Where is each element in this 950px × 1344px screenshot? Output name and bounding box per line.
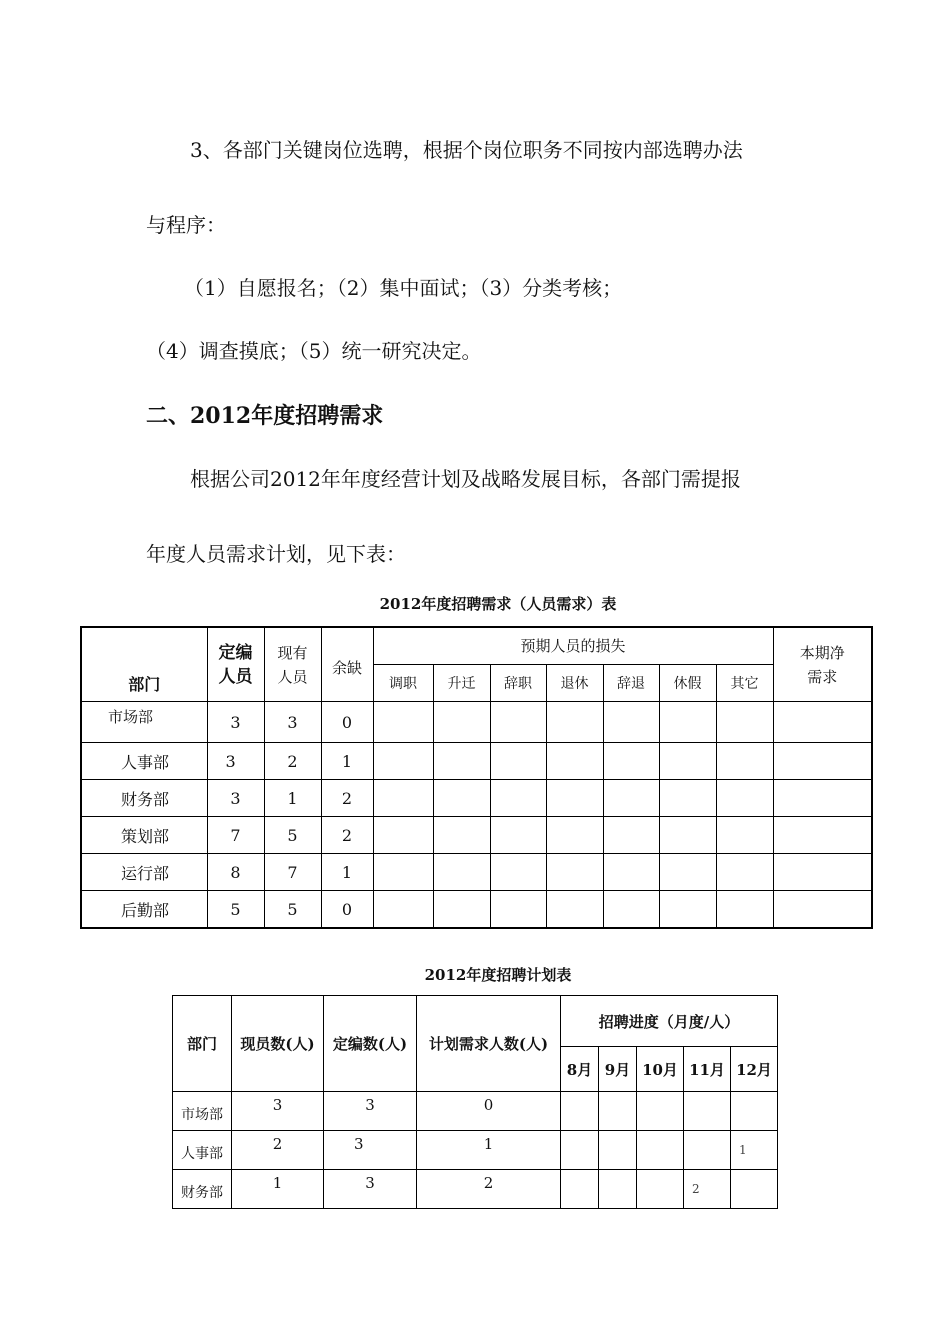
header-loss-transfer: 调职	[373, 665, 433, 702]
cell-dept: 后勤部	[81, 891, 207, 929]
paragraph-line: 根据公司2012年年度经营计划及战略发展目标，各部门需提报	[190, 467, 741, 491]
cell-gap: 2	[321, 817, 373, 854]
paragraph-line: （4）调查摸底；（5）统一研究决定。	[146, 339, 482, 363]
table-row	[173, 1170, 778, 1209]
header-gap: 余缺	[321, 627, 373, 702]
table-row	[81, 817, 872, 854]
cell-dept: 市场部	[173, 1092, 232, 1131]
cell-current: 1	[232, 1170, 324, 1209]
cell-gap: 2	[321, 780, 373, 817]
header-month-aug: 8月	[561, 1047, 599, 1092]
header-current: 现员数(人)	[232, 996, 324, 1092]
cell-quota: 3	[207, 702, 264, 743]
cell-month-dec	[731, 1170, 778, 1209]
table-row	[81, 743, 872, 780]
cell-dept: 策划部	[81, 817, 207, 854]
header-dept: 部门	[81, 627, 207, 702]
cell-month-nov	[684, 1092, 731, 1131]
header-month-oct: 10月	[637, 1047, 684, 1092]
cell-current: 3	[232, 1092, 324, 1131]
table-caption: 2012年度招聘计划表	[424, 966, 572, 984]
header-current: 现有人员	[264, 627, 321, 702]
table-row	[173, 1092, 778, 1131]
cell-dept: 人事部	[173, 1131, 232, 1170]
cell-dept: 运行部	[81, 854, 207, 891]
cell-quota: 5	[207, 891, 264, 929]
cell-quota: 3	[324, 1131, 417, 1170]
cell-current: 5	[264, 817, 321, 854]
cell-current: 5	[264, 891, 321, 929]
cell-gap: 0	[321, 702, 373, 743]
cell-current: 7	[264, 854, 321, 891]
paragraph-line: 年度人员需求计划，见下表：	[146, 542, 406, 566]
cell-dept: 财务部	[81, 780, 207, 817]
header-progress: 招聘进度（月度/人）	[561, 996, 778, 1047]
header-loss-resign: 辞职	[490, 665, 546, 702]
cell-gap: 1	[321, 854, 373, 891]
recruitment-plan-table	[172, 995, 778, 1209]
cell-month-nov: 2	[684, 1170, 731, 1209]
staffing-demand-table	[80, 626, 873, 929]
cell-current: 2	[264, 743, 321, 780]
header-dept: 部门	[173, 996, 232, 1092]
header-quota: 定编人员	[207, 627, 264, 702]
paragraph-line: 3、各部门关键岗位选聘，根据个岗位职务不同按内部选聘办法	[190, 138, 743, 162]
cell-quota: 3	[207, 743, 264, 780]
header-month-nov: 11月	[684, 1047, 731, 1092]
table-row	[81, 854, 872, 891]
header-loss-other: 其它	[716, 665, 773, 702]
table-row	[81, 780, 872, 817]
cell-month-dec	[731, 1092, 778, 1131]
header-loss-leave: 休假	[659, 665, 716, 702]
cell-planned: 2	[417, 1170, 561, 1209]
section-heading: 二、2012年度招聘需求	[146, 403, 384, 429]
cell-month-dec: 1	[731, 1131, 778, 1170]
header-loss-dismiss: 辞退	[603, 665, 659, 702]
header-net-demand: 本期净需求	[773, 627, 872, 702]
cell-dept: 市场部	[81, 702, 207, 743]
cell-quota: 8	[207, 854, 264, 891]
table-row	[81, 891, 872, 929]
cell-planned: 1	[417, 1131, 561, 1170]
header-expected-loss: 预期人员的损失	[373, 627, 773, 665]
cell-gap: 1	[321, 743, 373, 780]
table-row	[81, 702, 872, 743]
header-planned: 计划需求人数(人)	[417, 996, 561, 1092]
cell-quota: 7	[207, 817, 264, 854]
cell-quota: 3	[324, 1092, 417, 1131]
cell-quota: 3	[207, 780, 264, 817]
cell-quota: 3	[324, 1170, 417, 1209]
header-quota: 定编数(人)	[324, 996, 417, 1092]
cell-current: 1	[264, 780, 321, 817]
cell-dept: 人事部	[81, 743, 207, 780]
paragraph-line: 与程序：	[146, 213, 226, 237]
header-loss-retire: 退休	[546, 665, 603, 702]
cell-planned: 0	[417, 1092, 561, 1131]
paragraph-line: （1）自愿报名；（2）集中面试；（3）分类考核；	[184, 276, 623, 300]
cell-current: 3	[264, 702, 321, 743]
header-month-dec: 12月	[731, 1047, 778, 1092]
table-row	[173, 1131, 778, 1170]
cell-dept: 财务部	[173, 1170, 232, 1209]
cell-current: 2	[232, 1131, 324, 1170]
cell-gap: 0	[321, 891, 373, 929]
table-caption: 2012年度招聘需求（人员需求）表	[379, 595, 617, 613]
cell-month-nov	[684, 1131, 731, 1170]
header-month-sep: 9月	[599, 1047, 637, 1092]
header-loss-promotion: 升迁	[433, 665, 490, 702]
